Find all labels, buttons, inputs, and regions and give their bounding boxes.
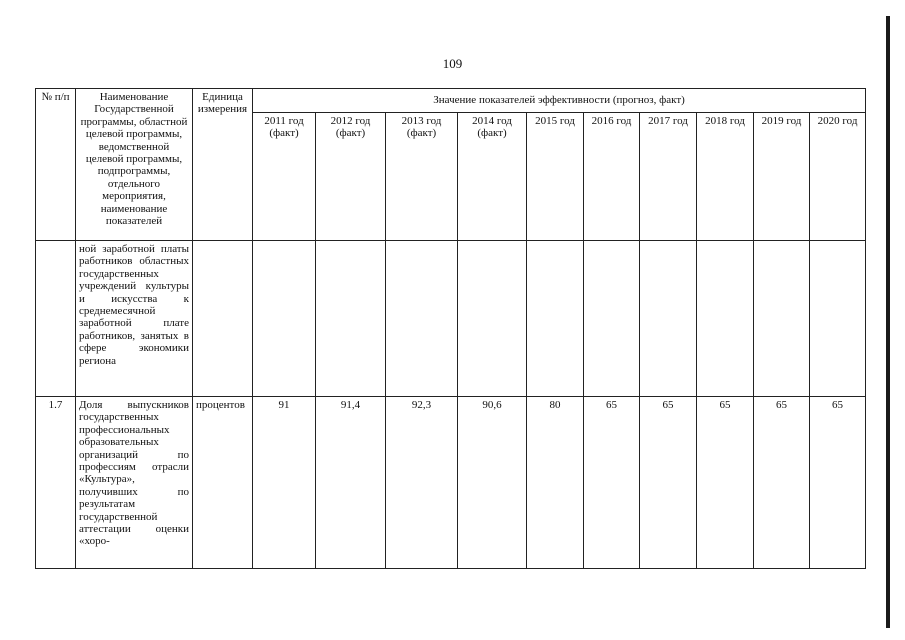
indicators-table bbox=[35, 88, 866, 569]
row-value: 65 bbox=[697, 397, 754, 569]
row-value bbox=[458, 241, 527, 397]
row-value bbox=[253, 241, 316, 397]
header-year: 2014 год (факт) bbox=[458, 113, 527, 241]
row-value bbox=[584, 241, 640, 397]
table-row bbox=[36, 397, 866, 569]
row-name: Доля выпускников государственных профессиональных образовательных организаций по профессиям отрасли «Культура», получивших по результатам государственной аттестации оценки «хоро- bbox=[76, 397, 193, 569]
row-value: 65 bbox=[810, 397, 866, 569]
page-edge-line bbox=[886, 16, 890, 628]
row-value bbox=[697, 241, 754, 397]
row-value: 65 bbox=[754, 397, 810, 569]
row-unit: процентов bbox=[193, 397, 253, 569]
row-value bbox=[810, 241, 866, 397]
header-year: 2013 год (факт) bbox=[386, 113, 458, 241]
row-value bbox=[386, 241, 458, 397]
row-value bbox=[316, 241, 386, 397]
header-year: 2019 год bbox=[754, 113, 810, 241]
header-year: 2020 год bbox=[810, 113, 866, 241]
row-name: ной заработной платы работников областных государственных учреждений культуры и искусства к среднемесячной заработной плате работников, занятых в сфере экономики региона bbox=[76, 241, 193, 397]
row-value: 65 bbox=[640, 397, 697, 569]
row-value: 65 bbox=[584, 397, 640, 569]
header-row-top bbox=[36, 89, 866, 113]
row-number: 1.7 bbox=[36, 397, 76, 569]
row-value bbox=[754, 241, 810, 397]
row-value bbox=[640, 241, 697, 397]
row-value: 90,6 bbox=[458, 397, 527, 569]
row-number bbox=[36, 241, 76, 397]
header-year: 2015 год bbox=[527, 113, 584, 241]
header-year: 2017 год bbox=[640, 113, 697, 241]
header-values-group: Значение показателей эффективности (прогноз, факт) bbox=[253, 89, 866, 113]
header-unit: Единица измерения bbox=[193, 89, 253, 241]
header-year: 2018 год bbox=[697, 113, 754, 241]
header-name: Наименование Государственной программы, областной целевой программы, ведомственной целевой программы, подпрограммы, отдельного мероприятия, наименование показателей bbox=[76, 89, 193, 241]
header-year: 2016 год bbox=[584, 113, 640, 241]
header-year: 2011 год (факт) bbox=[253, 113, 316, 241]
row-value: 91,4 bbox=[316, 397, 386, 569]
header-year: 2012 год (факт) bbox=[316, 113, 386, 241]
row-value: 80 bbox=[527, 397, 584, 569]
table-row bbox=[36, 241, 866, 397]
page-number: 109 bbox=[442, 56, 463, 71]
row-value: 91 bbox=[253, 397, 316, 569]
row-value: 92,3 bbox=[386, 397, 458, 569]
row-unit bbox=[193, 241, 253, 397]
header-number: № п/п bbox=[36, 89, 76, 241]
row-value bbox=[527, 241, 584, 397]
